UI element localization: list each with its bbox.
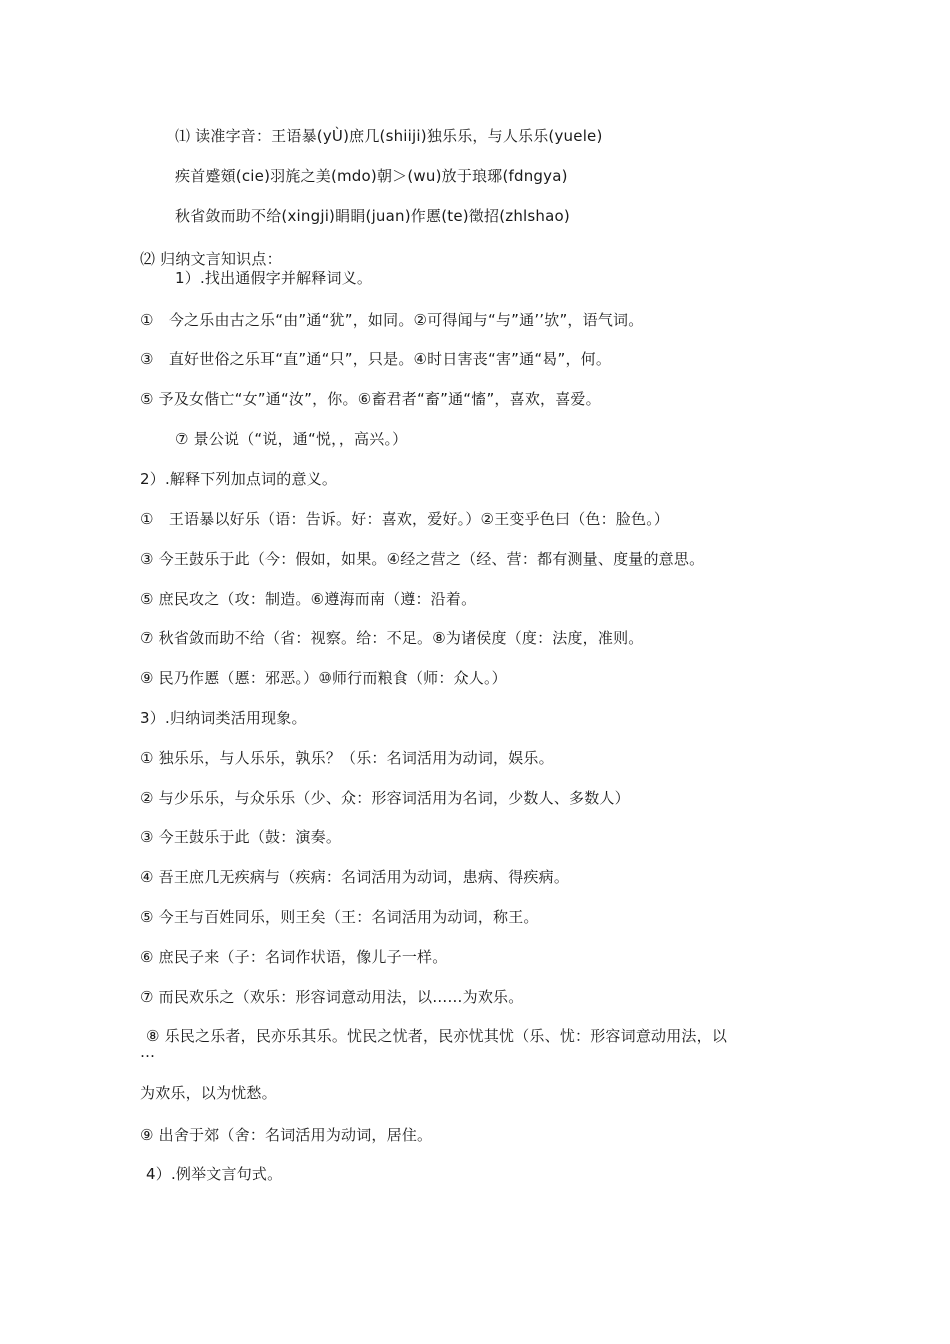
huoyong-line-9: ⑨ 出舍于郊（舍：名词活用为动词，居住。 bbox=[140, 1126, 433, 1144]
huoyong-line-8-continued: 为欢乐，以为忧愁。 bbox=[140, 1084, 277, 1102]
reading-line-2: 疾首蹙頞(cie)羽旄之美(mdo)朝＞(wu)放于琅琊(fdngya) bbox=[175, 167, 568, 185]
subsection-heading-huoyong: 3）.归纳词类活用现象。 bbox=[140, 709, 307, 727]
words-line-5: ⑨ 民乃作慝（慝：邪恶。）⑩师行而粮食（师：众人。） bbox=[140, 669, 507, 687]
huoyong-line-4: ④ 吾王庶几无疾病与（疾病：名词活用为动词，患病、得疾病。 bbox=[140, 868, 570, 886]
huoyong-line-1: ① 独乐乐，与人乐乐，孰乐？（乐：名词活用为动词，娱乐。 bbox=[140, 749, 554, 767]
tongjia-line-2: ③ 直好世俗之乐耳“直”通“只”，只是。④时日害丧“害”通“曷”，何。 bbox=[140, 350, 612, 368]
huoyong-line-2: ② 与少乐乐，与众乐乐（少、众：形容词活用为名词，少数人、多数人） bbox=[140, 789, 630, 807]
huoyong-line-5: ⑤ 今王与百姓同乐，则王矣（王：名词活用为动词，称王。 bbox=[140, 908, 539, 926]
tongjia-line-3: ⑤ 予及女偕亡“女”通“汝”，你。⑥畜君者“畜”通“慉”，喜欢，喜爱。 bbox=[140, 390, 601, 408]
huoyong-line-8: ⑧ 乐民之乐者，民亦乐其乐。忧民之忧者，民亦忧其忧（乐、忧：形容词意动用法，以 bbox=[146, 1027, 728, 1045]
subsection-heading-tongjia: 1）.找出通假字并解释词义。 bbox=[175, 269, 373, 287]
reading-line-3: 秋省敛而助不给(xingji)睊睊(juan)作慝(te)徵招(zhlshao) bbox=[175, 207, 570, 225]
ellipsis-continuation: … bbox=[140, 1043, 156, 1061]
words-line-4: ⑦ 秋省敛而助不给（省：视察。给：不足。⑧为诸侯度（度：法度，准则。 bbox=[140, 629, 644, 647]
section-heading-2: ⑵ 归纳文言知识点： bbox=[140, 250, 282, 268]
reading-line-1: ⑴ 读准字音：王语暴(yÙ)庶几(shiiji)独乐乐，与人乐乐(yuele) bbox=[175, 127, 603, 145]
huoyong-line-7: ⑦ 而民欢乐之（欢乐：形容词意动用法，以……为欢乐。 bbox=[140, 988, 524, 1006]
tongjia-line-4: ⑦ 景公说（“说，通“悦，，高兴。） bbox=[175, 430, 408, 448]
words-line-2: ③ 今王鼓乐于此（今：假如，如果。④经之营之（经、营：都有测量、度量的意思。 bbox=[140, 550, 705, 568]
words-line-1: ① 王语暴以好乐（语：告诉。好：喜欢，爱好。）②王变乎色曰（色：脸色。） bbox=[140, 510, 670, 528]
words-line-3: ⑤ 庶民攻之（攻：制造。⑥遵海而南（遵：沿着。 bbox=[140, 590, 477, 608]
subsection-heading-words: 2）.解释下列加点词的意义。 bbox=[140, 470, 338, 488]
subsection-heading-sentences: 4）.例举文言句式。 bbox=[146, 1165, 283, 1183]
tongjia-line-1: ① 今之乐由古之乐“由”通“犹”，如同。②可得闻与“与”通’’欤”，语气词。 bbox=[140, 311, 644, 329]
huoyong-line-6: ⑥ 庶民子来（子：名词作状语，像儿子一样。 bbox=[140, 948, 448, 966]
huoyong-line-3: ③ 今王鼓乐于此（鼓：演奏。 bbox=[140, 828, 342, 846]
